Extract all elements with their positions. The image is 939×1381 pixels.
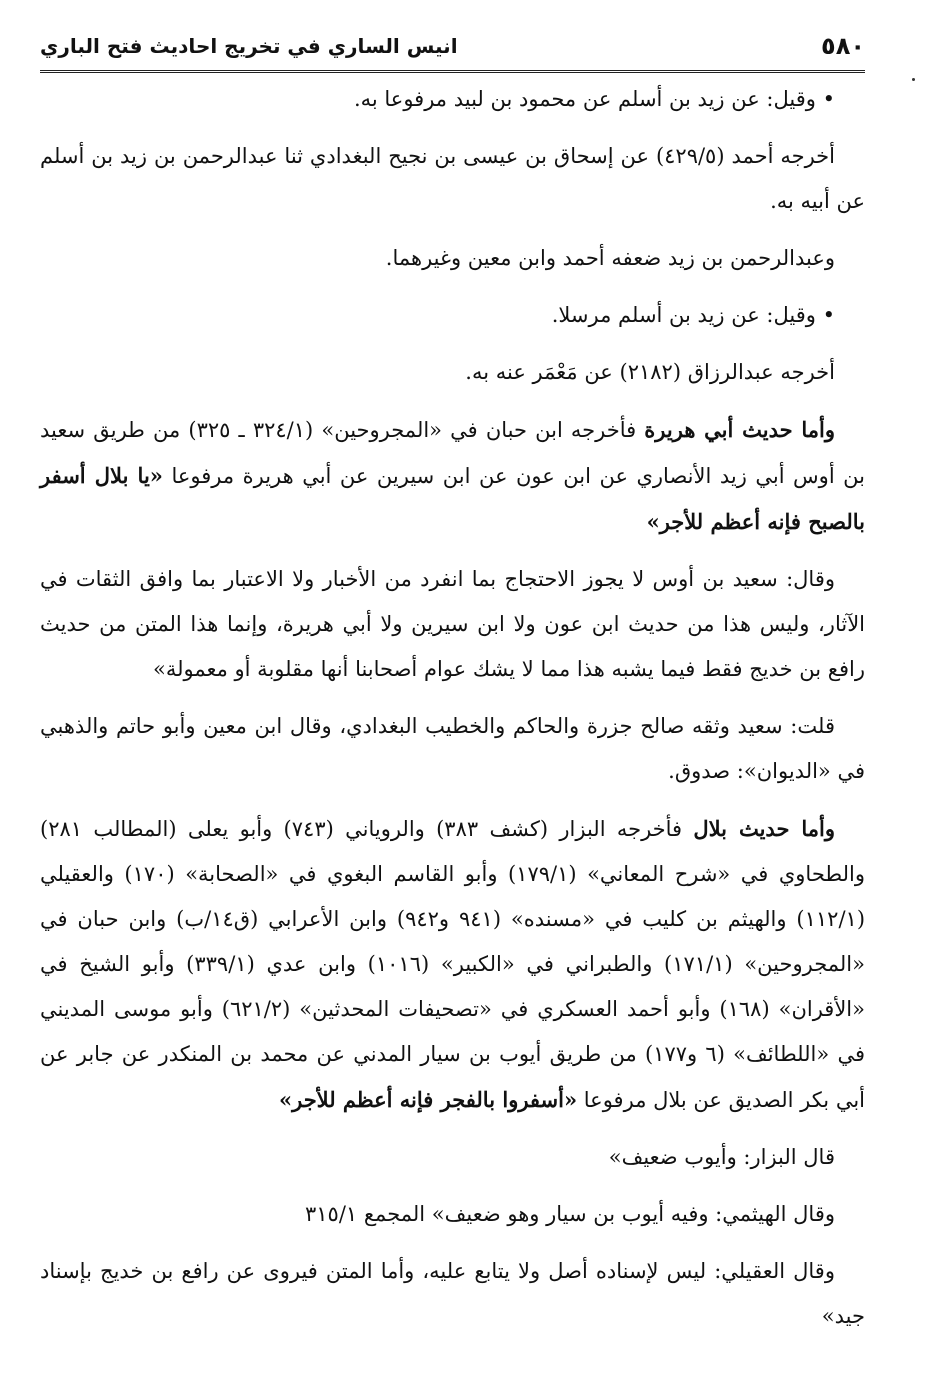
- paragraph: [40, 407, 865, 545]
- margin-mark: [912, 78, 915, 81]
- paragraph: [40, 1249, 865, 1339]
- text-segment: أخرجه أحمد (٤٢٩/٥) عن إسحاق بن عيسى بن نجيح البغدادي ثنا عبدالرحمن بن زيد بن أسلم عن أبيه به.: [40, 144, 865, 213]
- text-segment: وقال: سعيد بن أوس لا يجوز الاحتجاج بما انفرد من الأخبار ولا الاعتبار بما وافق الثقات في الآثار، وليس هذا من حديث ابن عون ولا ابن سيرين ولا أبي هريرة، وإنما هذا المتن من حديث رافع بن خديج فقط فيما يشبه هذا مما لا يشك عوام أصحابنا أنها مقلوبة أو معمولة»: [40, 567, 865, 681]
- page-number: ٥٨٠: [821, 32, 865, 60]
- body-text: [40, 73, 865, 1339]
- paragraph: [40, 350, 865, 395]
- bold-segment: «يا بلال أسفر بالصبح فإنه أعظم للأجر»: [40, 463, 865, 534]
- text-segment: • وقيل: عن زيد بن أسلم مرسلا.: [551, 303, 835, 327]
- text-segment: فأخرجه البزار (كشف ٣٨٣) والروياني (٧٤٣) وأبو يعلى (المطالب ٢٨١) والطحاوي في «شرح المعاني» (١٧٩/١) وأبو القاسم البغوي في «الصحابة» (١٧٠) والعقيلي (١١٢/١) والهيثم بن كليب في «مسنده» (٩٤١ و٩٤٢) وابن الأعرابي (ق١٤/ب) وابن حبان في «المجروحين» (١٧١/١) والطبراني في «الكبير» (١٠١٦) وابن عدي (٣٣٩/١) وأبو الشيخ في «الأقران» (١٦٨) وأبو أحمد العسكري في «تصحيفات المحدثين» (٦٢١/٢) وأبو موسى المديني في «اللطائف» (٦ و١٧٧) من طريق أيوب بن سيار المدني عن محمد بن المنكدر عن جابر عن أبي بكر الصديق عن بلال مرفوعا: [40, 817, 866, 1112]
- text-segment: وقال الهيثمي: وفيه أيوب بن سيار وهو ضعيف» المجمع ٣١٥/١: [305, 1202, 835, 1226]
- running-header: [40, 26, 865, 73]
- text-segment: قال البزار: وأيوب ضعيف»: [608, 1145, 835, 1169]
- text-segment: فأخرجه ابن حبان في «المجروحين» (٣٢٤/١ ـ ٣٢٥) من طريق سعيد بن أوس أبي زيد الأنصاري عن ابن عون عن ابن سيرين عن أبي هريرة مرفوعا: [40, 418, 865, 488]
- paragraph: [40, 806, 865, 1123]
- paragraph: [40, 1192, 865, 1237]
- book-title: انيس الساري في تخريج احاديث فتح الباري: [40, 34, 458, 58]
- paragraph: [40, 236, 865, 281]
- bold-segment: «أسفروا بالفجر فإنه أعظم للأجر»: [278, 1087, 578, 1112]
- text-segment: قلت: سعيد وثقه صالح جزرة والحاكم والخطيب البغدادي، وقال ابن معين وأبو حاتم والذهبي في «الديوان»: صدوق.: [40, 714, 865, 783]
- document-page: [40, 26, 865, 1356]
- bold-segment: وأما حديث أبي هريرة: [644, 417, 835, 442]
- paragraph: [40, 557, 865, 692]
- paragraph: [40, 1135, 865, 1180]
- text-segment: أخرجه عبدالرزاق (٢١٨٢) عن مَعْمَر عنه به.: [465, 360, 835, 384]
- paragraph: [40, 704, 865, 794]
- paragraph: [40, 134, 865, 224]
- text-segment: وعبدالرحمن بن زيد ضعفه أحمد وابن معين وغيرهما.: [385, 246, 835, 270]
- text-segment: وقال العقيلي: ليس لإسناده أصل ولا يتابع عليه، وأما المتن فيروى عن رافع بن خديج بإسناد جيد»: [40, 1259, 865, 1328]
- text-segment: • وقيل: عن زيد بن أسلم عن محمود بن لبيد مرفوعا به.: [353, 87, 835, 111]
- paragraph: [40, 293, 865, 338]
- paragraph: [40, 77, 865, 122]
- bold-segment: وأما حديث بلال: [693, 816, 835, 841]
